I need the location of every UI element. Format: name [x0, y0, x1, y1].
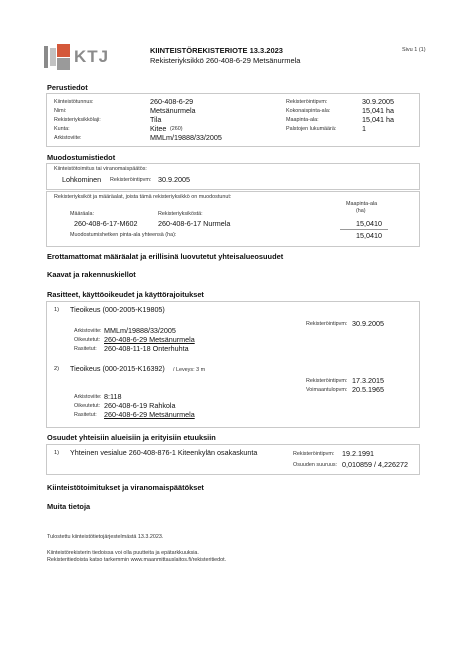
page-number: Sivu 1 (1)	[402, 47, 426, 53]
value-kunta: Kitee	[150, 124, 167, 133]
col-rekisteriyksikosta: Rekisteriyksiköstä:	[158, 211, 203, 217]
rasite-2-arkisto-label: Arkistoviite:	[74, 394, 102, 400]
rasite-1-rasitetut-value: 260-408-11-18 Onterhuhta	[104, 344, 189, 353]
sum-divider	[340, 229, 388, 230]
rasite-2-reg-label: Rekisteröintipvm:	[306, 378, 348, 384]
footer-printed: Tulostettu kiinteistötietojärjestelmästä 13.3.2023.	[47, 534, 164, 540]
section-osuudet: Osuudet yhteisiin alueisiin ja erityisiin etuuksiin	[47, 433, 216, 442]
value-kunta-code: (260)	[170, 126, 183, 132]
rasite-2-voim-label: Voimaantulopvm:	[306, 387, 348, 393]
row-maapinta-ala: 15,0410	[356, 219, 382, 228]
value-palstojen-lukumaara: 1	[362, 124, 366, 133]
rasite-2-leveys: / Leveys: 3 m	[173, 367, 206, 373]
rasite-1-oikeutetut-value: 260-408-6-29 Metsänurmela	[104, 335, 195, 344]
osuus-reg-value: 19.2.1991	[342, 449, 374, 458]
rasite-1-title: Tieoikeus (000-2005-K19805)	[70, 305, 165, 314]
value-kiinteistotoimitus: Lohkominen	[62, 175, 102, 184]
label-kiinteistotunnus: Kiinteistötunnus:	[54, 99, 94, 105]
value-kokonaispinta-ala: 15,041 ha	[362, 106, 394, 115]
rasite-1-rasitetut-label: Rasitetut:	[74, 346, 97, 352]
rasite-1-number: 1)	[54, 307, 59, 313]
label-nimi: Nimi:	[54, 108, 67, 114]
rasite-1-reg-label: Rekisteröintipvm:	[306, 321, 348, 327]
rasite-2-number: 2)	[54, 366, 59, 372]
document-title: KIINTEISTÖREKISTERIOTE 13.3.2023	[150, 46, 283, 55]
label-muodostuminen-rekisterointipvm: Rekisteröintipvm:	[110, 177, 152, 183]
value-nimi: Metsänurmela	[150, 106, 196, 115]
value-rekisteriyksikkolaji: Tila	[150, 115, 162, 124]
label-kokonaispinta-ala: Kokonaispinta-ala:	[286, 108, 331, 114]
section-erottamattomat: Erottamattomat määräalat ja erillisinä luovutetut yhteisalueosuudet	[47, 252, 284, 261]
rasite-2-title: Tieoikeus (000-2015-K16392)	[70, 364, 165, 373]
label-arkistoviite: Arkistoviite:	[54, 135, 82, 141]
rasite-2-rasitetut-value: 260-408-6-29 Metsänurmela	[104, 410, 195, 419]
col-maaraala: Määräala:	[70, 211, 94, 217]
label-palstojen-lukumaara: Palstojen lukumäärä:	[286, 126, 337, 132]
rasite-2-reg-value: 17.3.2015	[352, 376, 384, 385]
footer-link-note: Rekisteritiedoista katso tarkemmin www.maanmittauslaitos.fi/rekisteritiedot.	[47, 557, 227, 563]
col-maapinta-ala-unit: (ha)	[356, 208, 366, 214]
label-muodostuneet-yksikot: Rekisteriyksiköt ja määräalat, joista tämä rekisteriyksikkö on muodostunut:	[54, 194, 232, 200]
rasite-2-rasitetut-label: Rasitetut:	[74, 412, 97, 418]
osuus-reg-label: Rekisteröintipvm:	[293, 451, 335, 457]
value-arkistoviite: MMLm/19888/33/2005	[150, 133, 222, 142]
ktj-logo-text: KTJ	[74, 47, 110, 66]
label-rekisteriyksikkolaji: Rekisteriyksikkölaji:	[54, 117, 101, 123]
section-muita-tietoja: Muita tietoja	[47, 502, 91, 511]
osuus-share-label: Osuuden suuruus:	[293, 462, 338, 468]
rasite-1-oikeutetut-label: Oikeutetut:	[74, 337, 101, 343]
rasite-1-reg-value: 30.9.2005	[352, 319, 384, 328]
row-rekisteriyksikosta: 260-408-6-17 Nurmela	[158, 219, 231, 228]
footer-disclaimer: Kiinteistörekisterin tiedoissa voi olla puutteita ja epätarkkuuksia.	[47, 550, 199, 556]
rasite-2-voim-value: 20.5.1965	[352, 385, 384, 394]
col-maapinta-ala: Maapinta-ala	[346, 201, 378, 207]
label-kunta: Kunta:	[54, 126, 70, 132]
section-kaavat: Kaavat ja rakennuskiellot	[47, 270, 136, 279]
value-rekisterointipvm: 30.9.2005	[362, 97, 394, 106]
value-pinta-ala-yhteensa: 15,0410	[356, 231, 382, 240]
label-pinta-ala-yhteensa: Muodostumishetken pinta-ala yhteensä (ha):	[70, 232, 177, 238]
row-maaraala: 260-408-6-17-M602	[74, 219, 138, 228]
ktj-logo-mark	[44, 44, 70, 70]
section-rasitteet: Rasitteet, käyttöoikeudet ja käyttörajoitukset	[47, 290, 204, 299]
osuus-share-value: 0,010859 / 4,226272	[342, 460, 408, 469]
rasite-1-arkisto-label: Arkistoviite:	[74, 328, 102, 334]
section-perustiedot: Perustiedot	[47, 83, 88, 92]
rasite-2-arkisto-value: 8:118	[104, 392, 122, 401]
label-kiinteistotoimitus: Kiinteistötoimitus tai viranomaispäätös:	[54, 166, 147, 172]
document-subtitle: Rekisteriyksikkö 260-408-6-29 Metsänurmela	[150, 56, 301, 65]
section-muodostumistiedot: Muodostumistiedot	[47, 153, 116, 162]
label-maapinta-ala: Maapinta-ala:	[286, 117, 319, 123]
rasite-2-oikeutetut-label: Oikeutetut:	[74, 403, 101, 409]
osuus-1-text: Yhteinen vesialue 260-408-876-1 Kiteenkylän osakaskunta	[70, 448, 258, 457]
section-kiinteistotoimitukset: Kiinteistötoimitukset ja viranomaispäätökset	[47, 483, 204, 492]
value-muodostuminen-rekisterointipvm: 30.9.2005	[158, 175, 190, 184]
rasite-1-arkisto-value: MMLm/19888/33/2005	[104, 326, 176, 335]
value-maapinta-ala: 15,041 ha	[362, 115, 394, 124]
osuus-1-number: 1)	[54, 450, 59, 456]
label-rekisterointipvm: Rekisteröintipvm:	[286, 99, 328, 105]
value-kiinteistotunnus: 260-408-6-29	[150, 97, 194, 106]
rasite-2-oikeutetut-value: 260-408-6-19 Rahkola	[104, 401, 176, 410]
